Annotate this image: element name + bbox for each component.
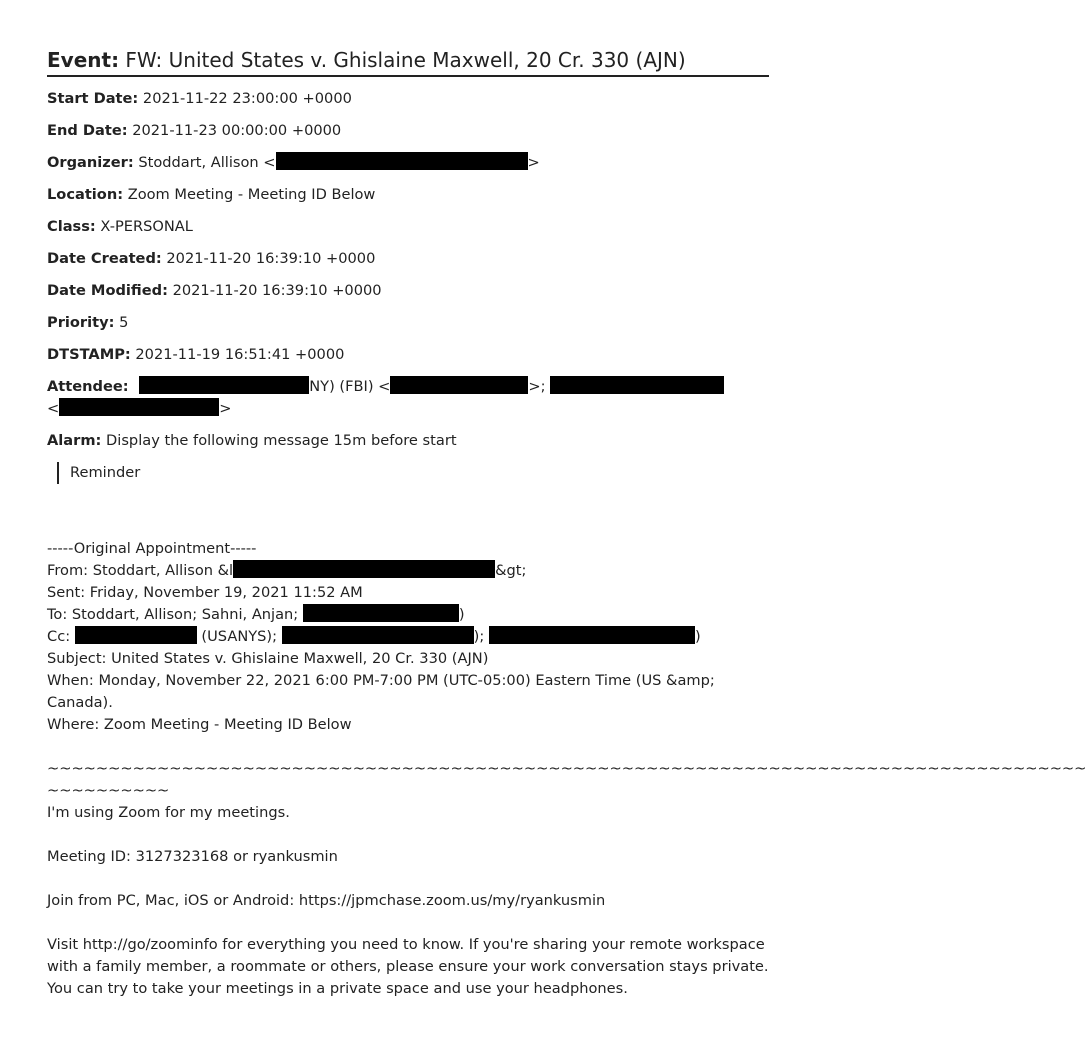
from-text: From: Stoddart, Allison &l [47,562,234,579]
cc-line [47,626,769,648]
redaction-box [75,626,197,644]
location-label: Location: [47,186,124,203]
date-created-value: 2021-11-20 16:39:10 +0000 [166,250,376,267]
original-appointment-header: -----Original Appointment----- [47,540,257,557]
alarm-value: Display the following message 15m before start [106,432,457,449]
date-created-label: Date Created: [47,250,162,267]
class-field [47,216,769,238]
to-suffix: ) [458,606,465,623]
priority-label: Priority: [47,314,115,331]
redaction-box [233,560,495,578]
attendee-label: Attendee: [47,378,129,395]
location-field [47,184,769,206]
class-label: Class: [47,218,96,235]
zoom-using-line: I'm using Zoom for my meetings. [47,804,290,821]
location-value: Zoom Meeting - Meeting ID Below [127,186,376,203]
start-date-value: 2021-11-22 23:00:00 +0000 [142,90,352,107]
subject-line: Subject: United States v. Ghislaine Maxwell, 20 Cr. 330 (AJN) [47,650,489,667]
cc-text: Cc: [47,628,71,645]
event-label: Event: [47,48,120,72]
attendee-text-4: > [219,400,232,417]
dtstamp-value: 2021-11-19 16:51:41 +0000 [135,346,345,363]
attendee-text-3: < [47,400,60,417]
date-modified-value: 2021-11-20 16:39:10 +0000 [172,282,382,299]
start-date-field [47,88,769,110]
date-modified-field [47,280,769,302]
cc-text-2: (USANYS); [201,628,278,645]
meeting-id-line: Meeting ID: 3127323168 or ryankusmin [47,848,338,865]
alarm-label: Alarm: [47,432,102,449]
redaction-box [489,626,695,644]
redaction-box [282,626,474,644]
redaction-box [139,376,309,394]
dtstamp-field [47,344,769,366]
organizer-field [47,152,769,174]
to-line [47,604,769,626]
cc-suffix: ) [694,628,701,645]
organizer-label: Organizer: [47,154,134,171]
end-date-label: End Date: [47,122,128,139]
dtstamp-label: DTSTAMP: [47,346,131,363]
from-line [47,560,769,582]
event-fields [47,88,769,452]
priority-field [47,312,769,334]
organizer-value: Stoddart, Allison < [138,154,276,171]
end-date-field [47,120,769,142]
attendee-text-1: NY) (FBI) < [309,378,391,395]
sent-line: Sent: Friday, November 19, 2021 11:52 AM [47,584,363,601]
redaction-box [59,398,219,416]
start-date-label: Start Date: [47,90,139,107]
tilde-separator-2: ~~~~~~~~~~ [47,782,170,799]
attendee-field [47,376,769,420]
cc-text-3: ); [473,628,485,645]
end-date-value: 2021-11-23 00:00:00 +0000 [132,122,342,139]
redaction-box [303,604,459,622]
tilde-separator-1: ~~~~~~~~~~~~~~~~~~~~~~~~~~~~~~~~~~~~~~~~~~~~~~~~~~~~~~~~~~~~~~~~~~~~~~~~~~~~~~~~~~~~~ [47,760,1086,777]
from-suffix: &gt; [495,562,527,579]
calendar-event-document [47,46,1086,1000]
join-line: Join from PC, Mac, iOS or Android: https://jpmchase.zoom.us/my/ryankusmin [47,892,606,909]
alarm-field [47,430,769,452]
attendee-text-2: >; [528,378,546,395]
redaction-box [276,152,528,170]
priority-value: 5 [119,314,129,331]
date-created-field [47,248,769,270]
where-line: Where: Zoom Meeting - Meeting ID Below [47,716,352,733]
visit-paragraph: Visit http://go/zoominfo for everything you need to know. If you're sharing your remote workspace with a family member, a roommate or others, please ensure your work conversation stays private. You can try to take your meetings in a private space and use your headphones. [47,936,769,997]
when-line-2: Canada). [47,694,113,711]
to-text: To: Stoddart, Allison; Sahni, Anjan; [47,606,299,623]
date-modified-label: Date Modified: [47,282,168,299]
organizer-suffix: > [527,154,540,171]
reminder-quote: Reminder [57,462,769,484]
message-body [47,538,1086,1000]
redaction-box [550,376,724,394]
when-line-1: When: Monday, November 22, 2021 6:00 PM-7:00 PM (UTC-05:00) Eastern Time (US &amp; [47,672,715,689]
redaction-box [390,376,528,394]
class-value: X-PERSONAL [100,218,193,235]
event-title [47,46,769,77]
event-title-text: FW: United States v. Ghislaine Maxwell, 20 Cr. 330 (AJN) [125,48,686,72]
